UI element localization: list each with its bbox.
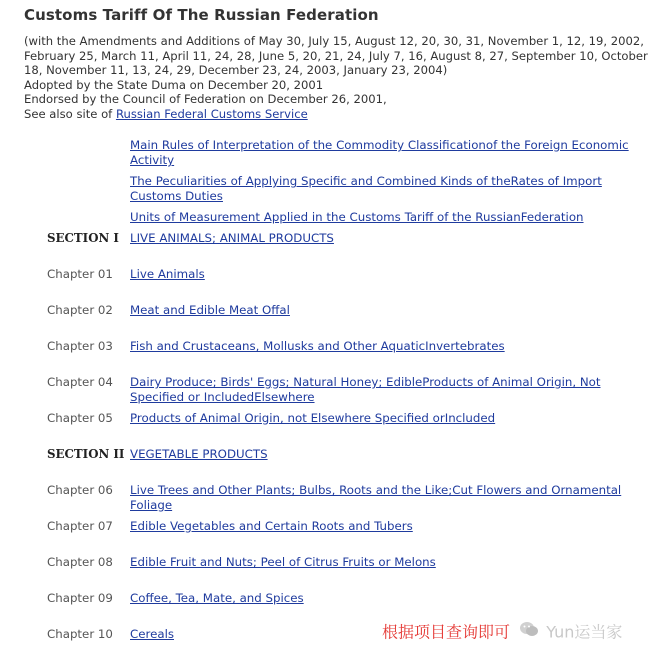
chapter-link[interactable]: Meat and Edible Meat Offal (130, 303, 290, 317)
chapter-label: Chapter 04 (47, 375, 113, 389)
chapter-link[interactable]: Products of Animal Origin, not Elsewhere Specified orIncluded (130, 411, 496, 425)
section-link[interactable]: LIVE ANIMALS; ANIMAL PRODUCTS (130, 231, 334, 245)
chapter-label: Chapter 09 (47, 591, 113, 605)
chapter-link[interactable]: Coffee, Tea, Mate, and Spices (130, 591, 304, 605)
chapter-label: Chapter 06 (47, 483, 113, 497)
chapter-label: Chapter 02 (47, 303, 113, 317)
wechat-logo-icon (519, 621, 539, 643)
units-of-measurement-link[interactable]: Units of Measurement Applied in the Customs Tariff of the RussianFederation (130, 210, 584, 224)
chapter-link[interactable]: Dairy Produce; Birds' Eggs; Natural Honey; EdibleProducts of Animal Origin, Not Specified or IncludedElsewhere (130, 375, 601, 404)
chapter-link[interactable]: Live Trees and Other Plants; Bulbs, Roots and the Like;Cut Flowers and Ornamental Foliage (130, 483, 622, 512)
chapter-link[interactable]: Edible Vegetables and Certain Roots and Tubers (130, 519, 413, 533)
chapter-label: Chapter 03 (47, 339, 113, 353)
section-link[interactable]: VEGETABLE PRODUCTS (130, 447, 268, 461)
see-also-prefix: See also site of (24, 106, 116, 121)
section-label: SECTION I (47, 231, 119, 245)
see-also-line (24, 107, 649, 122)
adopted-text: Adopted by the State Duma on December 20, 2001 (24, 77, 324, 92)
chapter-label: Chapter 05 (47, 411, 113, 425)
chapter-label: Chapter 07 (47, 519, 113, 533)
chapter-label: Chapter 01 (47, 267, 113, 281)
watermark-red-text: 根据项目查询即可 (382, 622, 511, 642)
rates-peculiarities-link[interactable]: The Peculiarities of Applying Specific and Combined Kinds of theRates of Import Customs Duties (130, 174, 602, 203)
watermark-gray-text: Yun运当家 (546, 622, 623, 642)
page-title: Customs Tariff Of The Russian Federation (24, 6, 379, 24)
chapter-link[interactable]: Cereals (130, 627, 174, 641)
section-label: SECTION II (47, 447, 125, 461)
chapter-label: Chapter 10 (47, 627, 113, 641)
interpretation-rules-link[interactable]: Main Rules of Interpretation of the Commodity Classificationof the Foreign Economic Activity (130, 138, 629, 167)
intro-block (24, 34, 649, 121)
watermark (382, 621, 622, 643)
chapter-link[interactable]: Edible Fruit and Nuts; Peel of Citrus Fruits or Melons (130, 555, 436, 569)
chapter-label: Chapter 08 (47, 555, 113, 569)
chapter-link[interactable]: Live Animals (130, 267, 205, 281)
amendments-text: (with the Amendments and Additions of May 30, July 15, August 12, 20, 30, 31, November 1, 12, 19, 2002, February 25, March 11, April 11, 24, 28, June 5, 20, 21, 24, July 7, 16, August 8, 27, September 10, October 18, November 11, 13, 24, 29, December 23, 24, 2003, January 23, 2004) (24, 34, 648, 77)
customs-service-link[interactable]: Russian Federal Customs Service (115, 106, 308, 121)
endorsed-text: Endorsed by the Council of Federation on December 26, 2001, (24, 92, 387, 106)
chapter-link[interactable]: Fish and Crustaceans, Mollusks and Other AquaticInvertebrates (130, 339, 505, 353)
